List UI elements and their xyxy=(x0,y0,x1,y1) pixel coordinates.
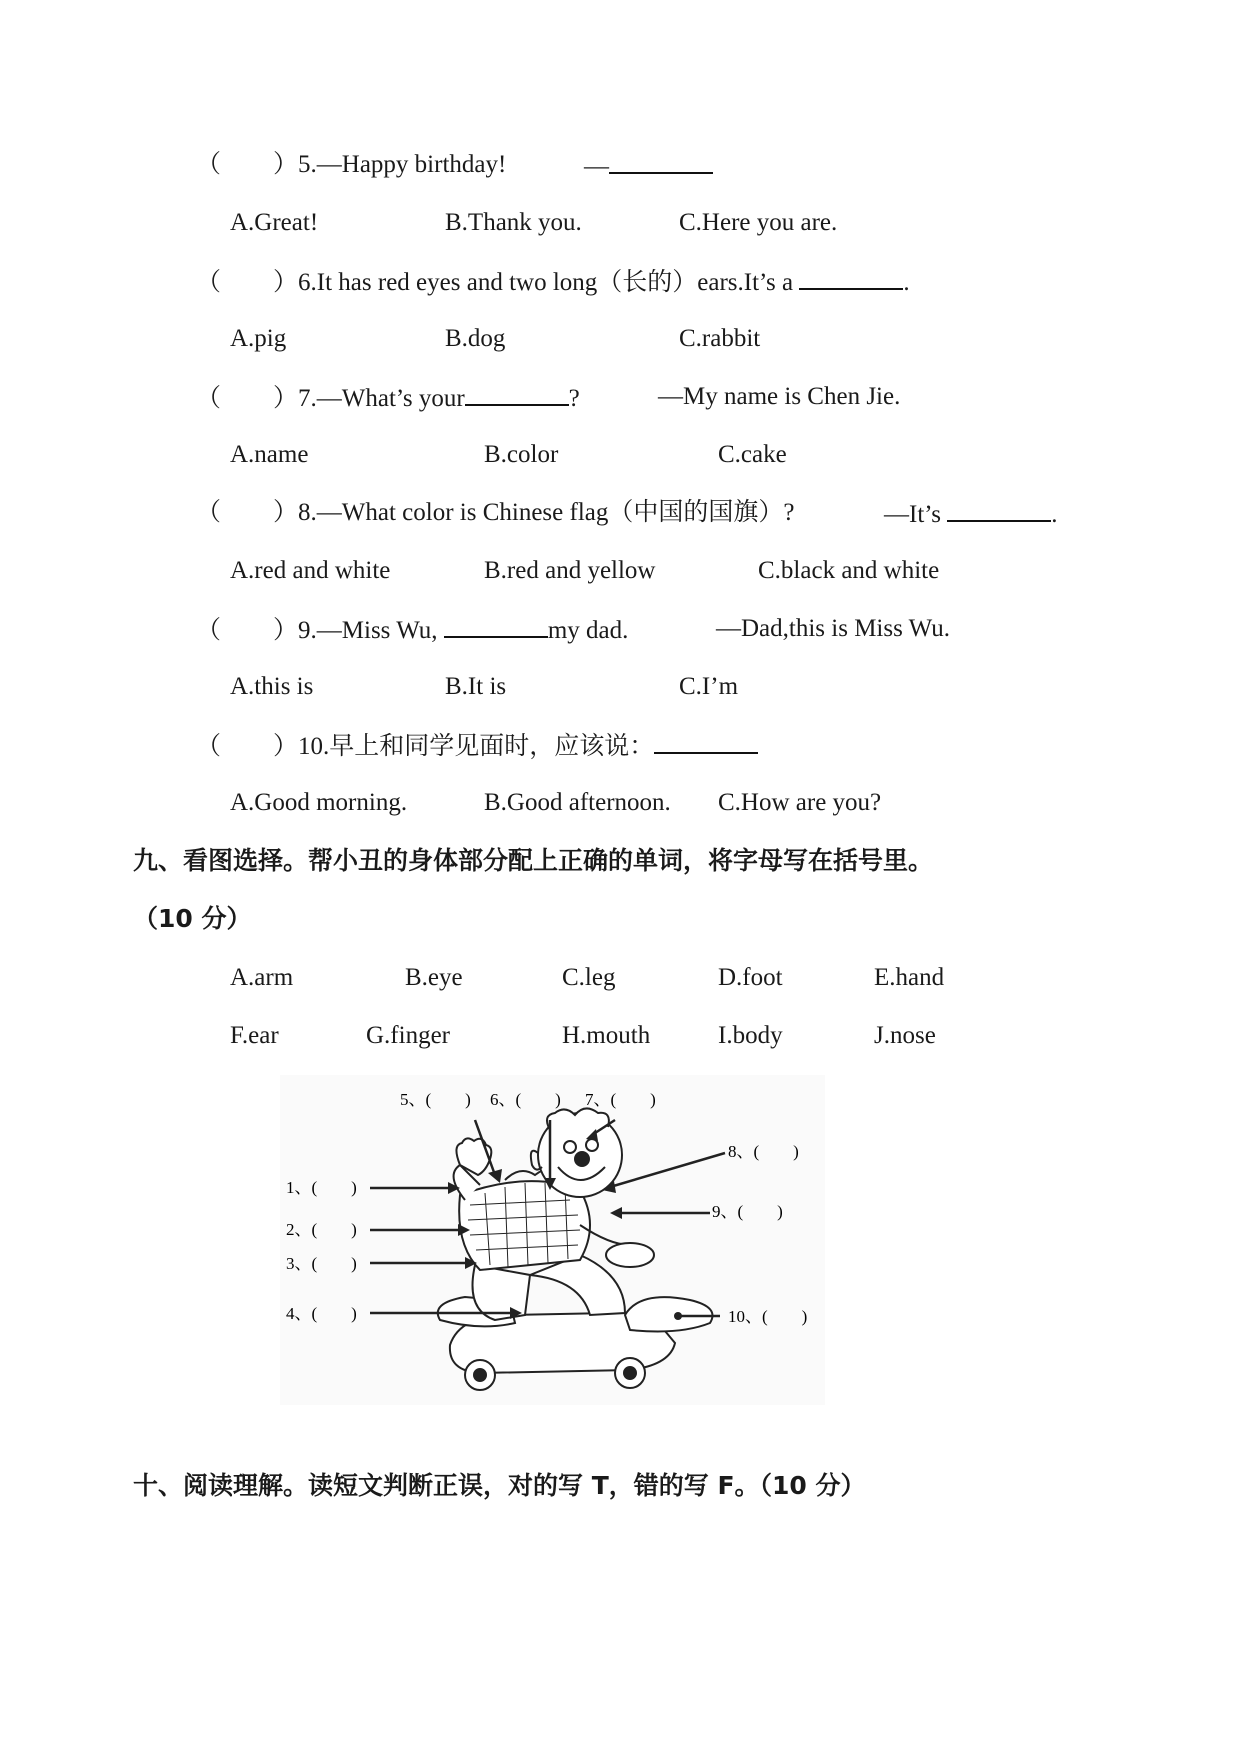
word-i: I.body xyxy=(718,1022,783,1049)
question-number: 7. xyxy=(298,385,317,412)
fill-blank[interactable] xyxy=(799,266,903,290)
option-a: A.Great! xyxy=(230,209,319,236)
answer-paren-open: （ xyxy=(196,617,222,644)
option-a: A.name xyxy=(230,441,309,468)
option-c: C.black and white xyxy=(758,557,940,584)
section-9-title: 九、看图选择。帮小丑的身体部分配上正确的单词，将字母写在括号里。 xyxy=(133,846,934,875)
label-1: 1、( ) xyxy=(286,1178,357,1197)
fill-blank[interactable] xyxy=(444,614,548,638)
question-end: . xyxy=(1051,501,1058,528)
word-b: B.eye xyxy=(405,964,463,991)
question-7-reply: —My name is Chen Jie. xyxy=(658,383,901,410)
word-g: G.finger xyxy=(366,1022,450,1049)
word-c: C.leg xyxy=(562,964,616,991)
option-b: B.Thank you. xyxy=(445,209,582,236)
question-number: 10. xyxy=(298,733,330,760)
question-number: 5. xyxy=(298,151,317,178)
question-number: 8. xyxy=(298,499,317,526)
option-b: B.Good afternoon. xyxy=(484,789,671,816)
option-a: A.pig xyxy=(230,325,287,352)
question-prompt: —Miss Wu, xyxy=(316,617,438,644)
question-5 xyxy=(196,150,506,180)
answer-paren-close: ） xyxy=(273,269,299,296)
option-c: C.Here you are. xyxy=(679,209,838,236)
word-e: E.hand xyxy=(874,964,945,991)
question-number: 9. xyxy=(298,617,317,644)
word-f: F.ear xyxy=(230,1022,279,1049)
answer-paren-open: （ xyxy=(196,269,222,296)
label-5: 5、( ) xyxy=(400,1090,471,1109)
question-6 xyxy=(196,266,910,298)
option-a: A.red and white xyxy=(230,557,391,584)
question-prompt: —What color is Chinese flag（中国的国旗）? xyxy=(316,499,795,526)
question-7 xyxy=(196,382,580,414)
fill-blank[interactable] xyxy=(654,730,758,754)
option-c: C.rabbit xyxy=(679,325,761,352)
section-9-score: （10 分） xyxy=(133,904,252,933)
answer-paren-open: （ xyxy=(196,499,222,526)
option-a: A.this is xyxy=(230,673,314,700)
option-b: B.dog xyxy=(445,325,506,352)
label-9: 9、( ) xyxy=(712,1202,783,1221)
word-j: J.nose xyxy=(874,1022,936,1049)
answer-paren-open: （ xyxy=(196,385,222,412)
label-3: 3、( ) xyxy=(286,1254,357,1273)
question-prompt: It has red eyes and two long（长的）ears.It’s a xyxy=(316,269,794,296)
option-b: B.It is xyxy=(445,673,507,700)
question-5-reply xyxy=(584,150,713,182)
label-4: 4、( ) xyxy=(286,1304,357,1323)
word-a: A.arm xyxy=(230,964,294,991)
answer-paren-open: （ xyxy=(196,151,222,178)
question-10 xyxy=(196,730,758,762)
question-9 xyxy=(196,614,628,646)
question-end: ? xyxy=(568,385,580,412)
option-a: A.Good morning. xyxy=(230,789,408,816)
answer-paren-close: ） xyxy=(273,151,299,178)
answer-paren-close: ） xyxy=(273,617,299,644)
option-c: C.cake xyxy=(718,441,787,468)
option-c: C.How are you? xyxy=(718,789,882,816)
question-prompt: —What’s your xyxy=(316,385,465,412)
word-d: D.foot xyxy=(718,964,783,991)
word-h: H.mouth xyxy=(562,1022,651,1049)
label-10: 10、( ) xyxy=(728,1307,808,1326)
answer-paren-close: ） xyxy=(273,733,299,760)
question-8 xyxy=(196,498,794,528)
option-c: C.I’m xyxy=(679,673,739,700)
question-number: 6. xyxy=(298,269,317,296)
question-prompt: —Happy birthday! xyxy=(316,151,507,178)
section-10-title: 十、阅读理解。读短文判断正误，对的写 T，错的写 F。（10 分） xyxy=(133,1471,866,1500)
answer-paren-close: ） xyxy=(273,499,299,526)
question-prompt: 早上和同学见面时，应该说： xyxy=(329,733,655,760)
label-8: 8、( ) xyxy=(728,1142,799,1161)
fill-blank[interactable] xyxy=(609,150,713,174)
question-continuation: my dad. xyxy=(547,617,629,644)
question-9-reply: —Dad,this is Miss Wu. xyxy=(716,615,950,642)
label-2: 2、( ) xyxy=(286,1220,357,1239)
option-b: B.color xyxy=(484,441,559,468)
option-b: B.red and yellow xyxy=(484,557,656,584)
question-8-reply xyxy=(884,498,1057,530)
clown-figure xyxy=(280,1075,825,1405)
answer-paren-close: ） xyxy=(273,385,299,412)
fill-blank[interactable] xyxy=(465,382,569,406)
reply-text: —It’s xyxy=(884,501,941,528)
reply-dash: — xyxy=(584,153,609,180)
label-7: 7、( ) xyxy=(585,1090,656,1109)
fill-blank[interactable] xyxy=(947,498,1051,522)
answer-paren-open: （ xyxy=(196,733,222,760)
question-end: . xyxy=(903,269,910,296)
label-6: 6、( ) xyxy=(490,1090,561,1109)
